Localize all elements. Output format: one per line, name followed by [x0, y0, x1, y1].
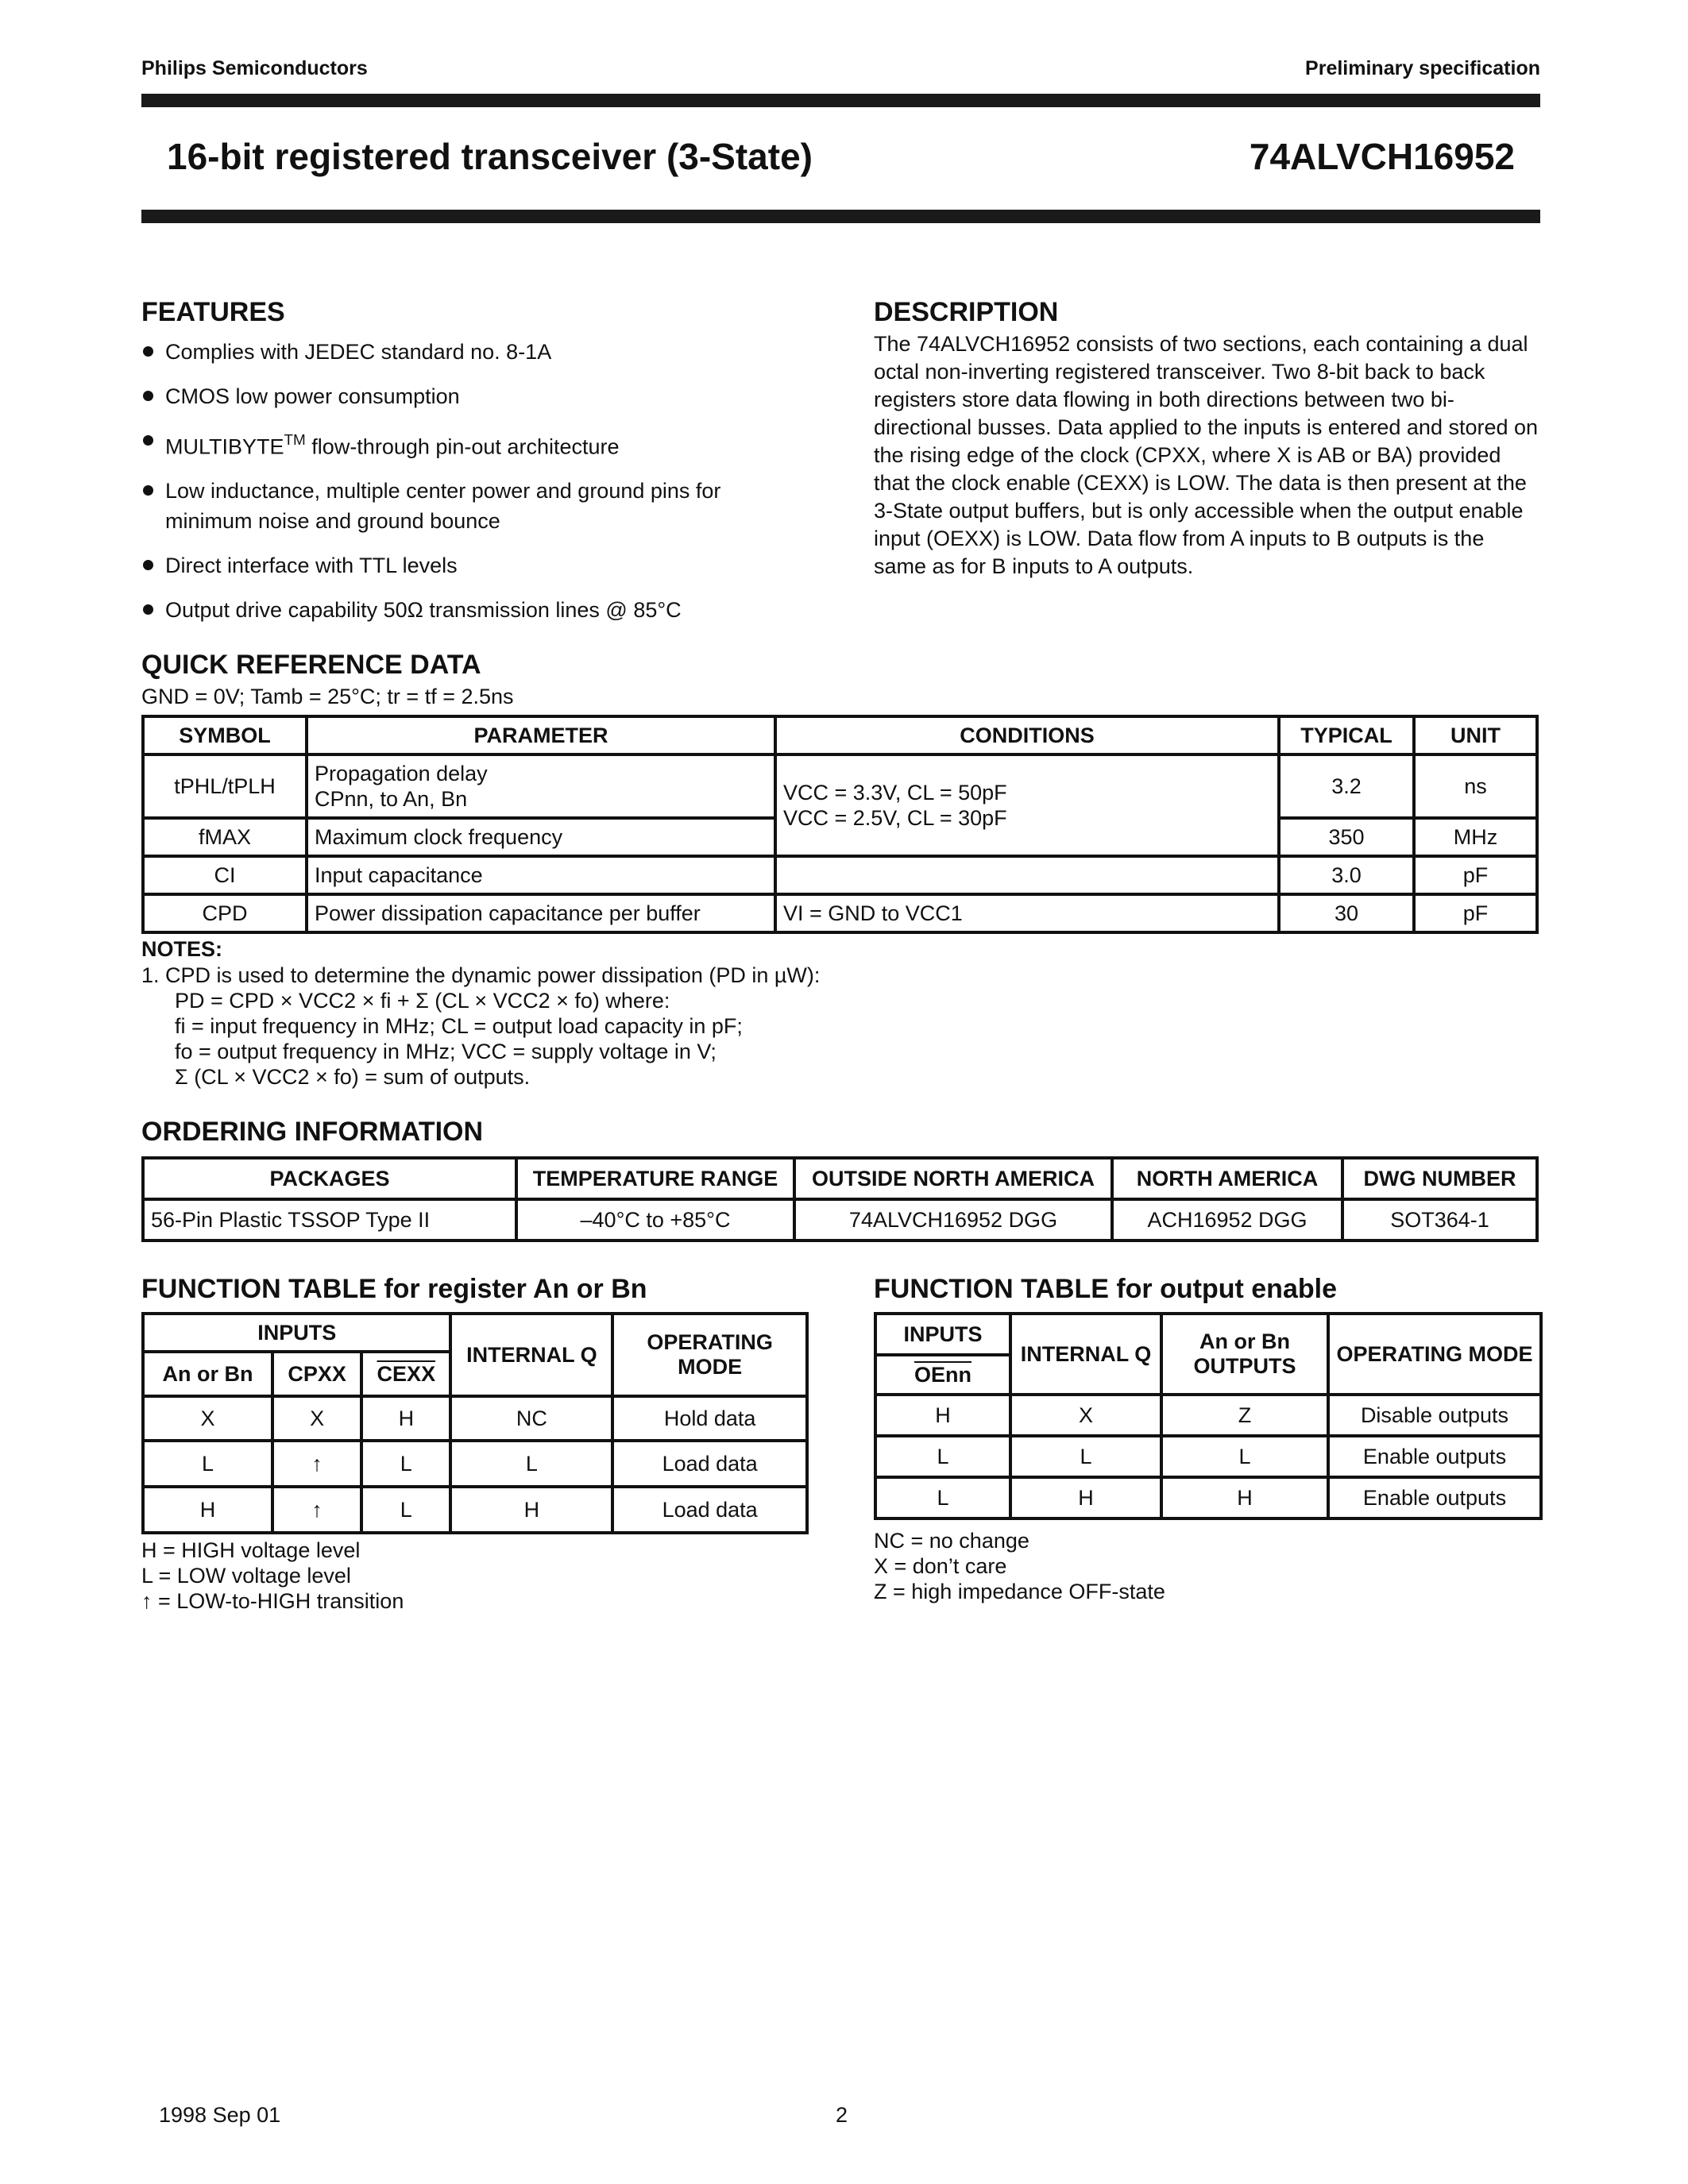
cell: L: [1161, 1436, 1328, 1477]
cell: pF: [1414, 894, 1537, 932]
cell: X: [143, 1396, 272, 1441]
function-table-output-enable: [874, 1312, 1543, 1520]
cell: VCC = 3.3V, CL = 50pF VCC = 2.5V, CL = 30pF: [775, 754, 1279, 856]
cell: CI: [143, 856, 307, 894]
list-item: CMOS low power consumption: [141, 381, 777, 411]
quick-reference-table: [141, 715, 1539, 934]
cell: 30: [1279, 894, 1414, 932]
note-line: fo = output frequency in MHz; VCC = supply voltage in V;: [175, 1040, 717, 1063]
cell: L: [1010, 1436, 1161, 1477]
th: TYPICAL: [1279, 716, 1414, 754]
description-heading: DESCRIPTION: [874, 297, 1059, 327]
cell: X: [1010, 1395, 1161, 1436]
part-number: 74ALVCH16952: [1249, 136, 1515, 177]
cell: Power dissipation capacitance per buffer: [307, 894, 775, 932]
cell: Z: [1161, 1395, 1328, 1436]
cell: Load data: [612, 1441, 807, 1487]
th: OUTSIDE NORTH AMERICA: [794, 1158, 1112, 1199]
top-rule: [141, 94, 1540, 107]
cell: H: [1161, 1477, 1328, 1518]
list-item: MULTIBYTE™ flow-through pin-out architecture: [141, 426, 777, 461]
cell: tPHL/tPLH: [143, 754, 307, 818]
cell: ↑: [272, 1487, 361, 1533]
th: DWG NUMBER: [1342, 1158, 1537, 1199]
cell: L: [875, 1436, 1010, 1477]
note-1: 1. CPD is used to determine the dynamic power dissipation (PD in µW):: [141, 963, 821, 987]
cell: ↑: [272, 1441, 361, 1487]
th: INTERNAL Q: [1010, 1314, 1161, 1395]
company-name: Philips Semiconductors: [141, 57, 368, 79]
features-heading: FEATURES: [141, 297, 285, 327]
ordering-heading: ORDERING INFORMATION: [141, 1117, 484, 1147]
legend-line: X = don’t care: [874, 1554, 1007, 1578]
th: OPERATING MODE: [1328, 1314, 1541, 1395]
cell: L: [361, 1441, 450, 1487]
cell: Input capacitance: [307, 856, 775, 894]
th: OPERATING MODE: [612, 1314, 807, 1396]
th: INPUTS: [143, 1314, 450, 1352]
cell: ACH16952 DGG: [1112, 1199, 1342, 1241]
cell: H: [875, 1395, 1010, 1436]
th: UNIT: [1414, 716, 1537, 754]
cell: ns: [1414, 754, 1537, 818]
cell: Hold data: [612, 1396, 807, 1441]
th: NORTH AMERICA: [1112, 1158, 1342, 1199]
legend-line: L = LOW voltage level: [141, 1564, 351, 1588]
cell: Load data: [612, 1487, 807, 1533]
th: CONDITIONS: [775, 716, 1279, 754]
legend-line: Z = high impedance OFF-state: [874, 1580, 1165, 1603]
cell: [775, 856, 1279, 894]
cell: 3.2: [1279, 754, 1414, 818]
qrd-conditions: GND = 0V; Tamb = 25°C; tr = tf = 2.5ns: [141, 685, 514, 708]
cell: fMAX: [143, 818, 307, 856]
ordering-table: [141, 1156, 1539, 1242]
th: An or Bn OUTPUTS: [1161, 1314, 1328, 1395]
cell: L: [143, 1441, 272, 1487]
cell: 350: [1279, 818, 1414, 856]
page-title: 16-bit registered transceiver (3-State): [167, 136, 813, 177]
description-text: The 74ALVCH16952 consists of two sections, each containing a dual octal non-inverting registered transceiver. Two 8-bit back to back registers store data flowing in both directions between two bi-directional busses. Data applied to the inputs is entered and stored on the rising edge of the clock (CPXX, where X is AB or BA) provided that the clock enable (CEXX) is LOW. The data is then present at the 3-State output buffers, but is only accessible when the output enable input (OEXX) is LOW. Data flow from A inputs to B outputs is the same as for B inputs to A outputs.: [874, 332, 1539, 578]
th: INPUTS: [875, 1314, 1010, 1355]
cell: H: [143, 1487, 272, 1533]
cell: L: [875, 1477, 1010, 1518]
legend-line: NC = no change: [874, 1529, 1029, 1553]
th: PACKAGES: [143, 1158, 516, 1199]
list-item: Complies with JEDEC standard no. 8-1A: [141, 337, 777, 367]
cell: H: [450, 1487, 612, 1533]
cell: Maximum clock frequency: [307, 818, 775, 856]
notes-heading: NOTES:: [141, 937, 223, 961]
th: SYMBOL: [143, 716, 307, 754]
th: INTERNAL Q: [450, 1314, 612, 1396]
cell: NC: [450, 1396, 612, 1441]
footer-date: 1998 Sep 01: [159, 2103, 281, 2127]
cell: Enable outputs: [1328, 1477, 1541, 1518]
th: PARAMETER: [307, 716, 775, 754]
cell: L: [450, 1441, 612, 1487]
cell: pF: [1414, 856, 1537, 894]
ft1-heading: FUNCTION TABLE for register An or Bn: [141, 1274, 647, 1304]
qrd-heading: QUICK REFERENCE DATA: [141, 650, 481, 680]
list-item: Low inductance, multiple center power and ground pins for minimum noise and ground bounce: [141, 476, 777, 536]
th: An or Bn: [143, 1352, 272, 1396]
cell: Propagation delay CPnn, to An, Bn: [307, 754, 775, 818]
function-table-register: [141, 1312, 809, 1534]
th: CEXX: [361, 1352, 450, 1396]
th: CPXX: [272, 1352, 361, 1396]
legend-line: H = HIGH voltage level: [141, 1538, 361, 1562]
cell: H: [1010, 1477, 1161, 1518]
cell: Disable outputs: [1328, 1395, 1541, 1436]
cell: X: [272, 1396, 361, 1441]
cell: H: [361, 1396, 450, 1441]
cell: CPD: [143, 894, 307, 932]
cell: SOT364-1: [1342, 1199, 1537, 1241]
page-number: 2: [836, 2103, 848, 2127]
cell: VI = GND to VCC1: [775, 894, 1279, 932]
list-item: Output drive capability 50Ω transmission lines @ 85°C: [141, 595, 777, 625]
cell: 56-Pin Plastic TSSOP Type II: [143, 1199, 516, 1241]
spec-status: Preliminary specification: [1305, 57, 1540, 79]
note-line: PD = CPD × VCC2 × fi + Σ (CL × VCC2 × fo) where:: [175, 989, 670, 1013]
cell: 74ALVCH16952 DGG: [794, 1199, 1112, 1241]
title-rule: [141, 210, 1540, 223]
note-line: fi = input frequency in MHz; CL = output load capacity in pF;: [175, 1014, 743, 1038]
th: OEnn: [875, 1355, 1010, 1395]
note-line: Σ (CL × VCC2 × fo) = sum of outputs.: [175, 1065, 531, 1089]
list-item: Direct interface with TTL levels: [141, 550, 777, 581]
th: TEMPERATURE RANGE: [516, 1158, 794, 1199]
cell: –40°C to +85°C: [516, 1199, 794, 1241]
legend-line: ↑ = LOW-to-HIGH transition: [141, 1589, 404, 1613]
cell: L: [361, 1487, 450, 1533]
cell: MHz: [1414, 818, 1537, 856]
cell: Enable outputs: [1328, 1436, 1541, 1477]
features-list: [141, 337, 777, 639]
cell: 3.0: [1279, 856, 1414, 894]
ft2-heading: FUNCTION TABLE for output enable: [874, 1274, 1337, 1304]
